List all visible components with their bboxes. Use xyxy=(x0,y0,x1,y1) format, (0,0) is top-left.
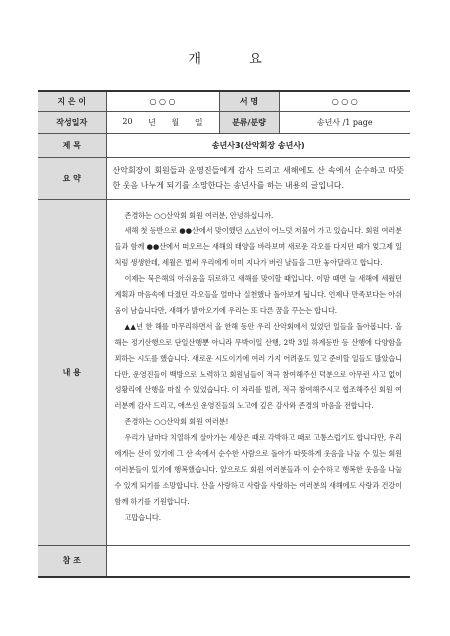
reference-value xyxy=(106,545,410,577)
category-label: 분류/분량 xyxy=(219,111,279,133)
document-title: 개 요 xyxy=(188,52,284,67)
content-paragraph: 존경하는 ○○산악회 회원 여러분! xyxy=(124,417,229,427)
summary-form-table xyxy=(38,90,410,578)
content-paragraph: 우리가 날마다 치열하게 살아가는 세상은 때로 각박하고 때로 고통스럽기도 합니다만, 우리에게는 산이 있기에 그 산 속에서 순수한 사람으로 돌아가 따뜻하게 웃음을 나눌 수 있는 회원 여러분들이 있기에 행복했습니다. 앞으로도 회원 여러분들과 이 순수하고 행복한 웃음을 나눌 수 있게 되기를 소망합니다. 산을 사랑하고 사람을 사랑하는 여러분의 새해에도 사랑과 건강이 함께 하기를 기원합니다. xyxy=(114,433,402,506)
author-label: 지 은 이 xyxy=(38,91,106,111)
summary-label: 요 약 xyxy=(38,157,106,199)
author-value: ○ ○ ○ xyxy=(106,91,219,111)
title-value: 송년사3(산악회장 송년사) xyxy=(106,133,410,157)
title-label: 제 목 xyxy=(38,133,106,157)
reference-row xyxy=(38,545,410,577)
date-day-unit: 일 xyxy=(194,117,203,127)
category-value: 송년사 /1 page xyxy=(279,111,410,133)
date-year-unit: 년 xyxy=(148,117,156,127)
content-row xyxy=(38,199,410,545)
title-row xyxy=(38,133,410,157)
content-body xyxy=(106,199,410,545)
content-paragraph: 존경하는 ○○산악회 회원 여러분, 안녕하십니까. xyxy=(124,210,274,220)
date-label: 작성일자 xyxy=(38,111,106,133)
summary-value: 산악회장이 회원들과 운영진들에게 감사 드리고 새해에도 산 속에서 순수하고 따뜻한 웃음 나누게 되기를 소망한다는 송년사를 하는 내용의 글입니다. xyxy=(106,157,410,199)
content-paragraph: 이제는 묵은해의 아쉬움을 뒤로하고 새해를 맞이할 때입니다. 이맘 때면 늘 새해에 세웠던 계획과 마음속에 다졌던 각오들을 얼마나 실천했나 돌아보게 됩니다. 언제나 만족보다는 아쉬움이 남습니다만, 새해가 밝아오기에 우리는 또 다른 꿈을 꾸는는 합니다. xyxy=(114,274,402,315)
content-label: 내 용 xyxy=(38,199,106,545)
reference-label: 참 조 xyxy=(38,545,106,577)
content-paragraph: ▲▲년 한 해를 마무리하면서 올 한해 동안 우리 산악회에서 있었던 일들을 돌아봅니다. 올해는 정기산행으로 단일산행뿐 아니라 무박이일 산행, 2박 3일 하계등반 등 산행에 다양함을 꾀하는 시도를 했습니다. 새로운 시도이기에 여러 가지 어려움도 있고 준비할 일들도 많았습니다만, 운영진들이 백방으로 노력하고 회원님들이 적극 참여해주신 덕분으로 아무런 사고 없이 성황리에 산행을 마칠 수 있었습니다. 이 자리를 빌려, 적극 참여해주시고 협조해주신 회원 여러분께 감사 드리고, 애쓰신 운영진들의 노고에 깊은 감사와 존경의 마음을 전합니다. xyxy=(114,321,402,411)
date-row xyxy=(38,111,410,133)
date-year: 20 xyxy=(122,116,133,126)
speaker-value: ○ ○ ○ xyxy=(279,91,410,111)
date-month-unit: 월 xyxy=(171,117,180,127)
content-paragraph: 새해 첫 등반으로 ●●산에서 맞이했던 △△년이 어느덧 저물어 가고 있습니다. 회원 여러분들과 함께 ●●산에서 떠오르는 새해의 태양을 바라보며 새로운 각오를 다지던 때가 엊그제 일처럼 생생한데, 세월은 벌써 우리에게 이미 지나가 버린 날들을 그만 놓아달라고 합니다. xyxy=(114,226,402,268)
summary-row xyxy=(38,157,410,199)
speaker-label: 서 명 xyxy=(219,91,279,111)
content-paragraph: 고맙습니다. xyxy=(124,512,161,522)
date-value xyxy=(106,111,219,133)
author-row xyxy=(38,91,410,111)
